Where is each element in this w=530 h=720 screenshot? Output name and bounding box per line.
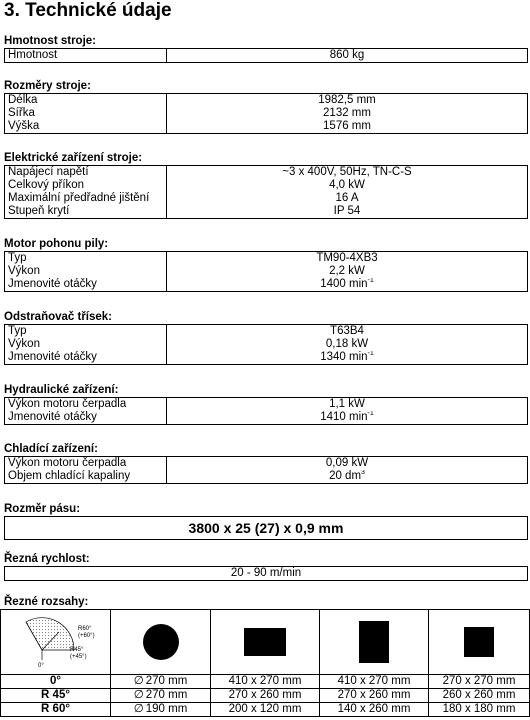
section-title: Řezné rozsahy: (4, 596, 89, 608)
spec-label: Jmenovité otáčky (5, 351, 167, 365)
table-row (5, 278, 528, 292)
spec-label: Napájecí napětí (5, 166, 167, 179)
table-row (1, 689, 530, 703)
band-size-value: 3800 x 25 (27) x 0,9 mm (4, 517, 528, 540)
spec-value: 16 A (335, 192, 359, 204)
table-row (5, 166, 528, 179)
square-stock-icon (464, 627, 494, 657)
range-value (111, 703, 211, 717)
spec-value (167, 411, 528, 425)
range-value: 200 x 120 mm (211, 703, 320, 717)
spec-label: Hmotnost (5, 49, 167, 63)
table-row (1, 610, 530, 675)
table-row (5, 470, 528, 484)
angle-label: R 45° (1, 689, 111, 703)
table-row (5, 107, 528, 120)
table-row (1, 703, 530, 717)
spec-value: TM90-4XB3 (316, 252, 378, 264)
table-row (5, 411, 528, 425)
spec-label: Jmenovité otáčky (5, 278, 167, 292)
section-machine-dimensions (4, 80, 528, 134)
diameter-icon: ∅ (133, 703, 144, 715)
spec-value: ~3 x 400V, 50Hz, TN-C-S (282, 166, 412, 178)
section-title: Řezná rychlost: (4, 553, 528, 567)
section-cooling (4, 443, 528, 484)
range-value: 270 x 260 mm (211, 689, 320, 703)
cutting-speed-value: 20 - 90 m/min (4, 567, 528, 581)
r60-label: R60° (77, 626, 91, 632)
spec-table (4, 398, 528, 425)
table-row (5, 398, 528, 411)
section-title: Hydraulické zařízení: (4, 384, 528, 398)
spec-value-text: 1400 min (320, 278, 368, 290)
range-value: 180 x 180 mm (429, 703, 530, 717)
spec-value: 4,0 kW (329, 179, 365, 191)
angle-label: R 60° (1, 703, 111, 717)
section-title: Rozměr pásu: (4, 503, 528, 517)
spec-value: T63B4 (330, 325, 364, 337)
spec-value-exponent: 3 (361, 470, 365, 477)
range-value: 410 x 270 mm (320, 675, 429, 689)
spec-label: Typ (5, 325, 167, 338)
spec-label: Celkový příkon (5, 179, 167, 192)
range-value (111, 675, 211, 689)
section-electrical (4, 152, 528, 219)
spec-value: 1,1 kW (329, 398, 365, 410)
angle-label: 0° (1, 675, 111, 689)
range-value-text: 270 mm (145, 689, 188, 701)
spec-value: 860 kg (329, 49, 365, 61)
table-row (1, 675, 530, 689)
zero-label: 0° (37, 663, 44, 669)
section-title: Hmotnost stroje: (4, 35, 528, 49)
spec-value-text: 1410 min (320, 411, 368, 423)
spec-value (167, 351, 528, 365)
table-row (5, 325, 528, 338)
spec-value-exponent: -1 (367, 278, 374, 285)
range-value: 260 x 260 mm (429, 689, 530, 703)
spec-value-exponent: -1 (367, 411, 374, 418)
range-value (111, 689, 211, 703)
spec-value-exponent: -1 (367, 351, 374, 358)
spec-label: Typ (5, 252, 167, 265)
section-title: Elektrické zařízení stroje: (4, 152, 528, 166)
section-hydraulics (4, 384, 528, 425)
spec-label: Výška (5, 120, 167, 134)
spec-label: Objem chladící kapaliny (5, 470, 167, 484)
diameter-icon: ∅ (133, 689, 144, 701)
spec-label: Maximální předřadné jištění (5, 192, 167, 205)
spec-value (167, 278, 528, 292)
cutting-ranges-table (0, 609, 530, 717)
spec-value: 0,18 kW (325, 338, 369, 350)
diameter-icon: ∅ (133, 675, 144, 687)
angle-diagram-icon (2, 610, 110, 670)
spec-value: 2132 mm (323, 107, 371, 119)
spec-label: Výkon motoru čerpadla (5, 457, 167, 470)
r60-sub-label: (+60°) (77, 633, 95, 639)
section-title: Chladící zařízení: (4, 443, 528, 457)
table-row (5, 179, 528, 192)
table-row (5, 94, 528, 107)
section-machine-weight (4, 35, 528, 63)
range-value: 410 x 270 mm (211, 675, 320, 689)
table-row (5, 49, 528, 63)
spec-label: Délka (5, 94, 167, 107)
range-value: 140 x 260 mm (320, 703, 429, 717)
table-row (5, 351, 528, 365)
section-title: Rozměry stroje: (4, 80, 528, 94)
spec-label: Stupeň krytí (5, 205, 167, 219)
section-chip-remover (4, 311, 528, 365)
table-row (5, 457, 528, 470)
spec-value-text: 20 dm (329, 470, 362, 482)
range-value: 270 x 270 mm (429, 675, 530, 689)
section-title: Odstraňovač třísek: (4, 311, 528, 325)
section-cutting-speed (4, 553, 528, 581)
flat-rectangle-icon (244, 628, 286, 656)
spec-value: 1982,5 mm (318, 94, 376, 106)
range-value: 270 x 260 mm (320, 689, 429, 703)
spec-label: Výkon motoru čerpadla (5, 398, 167, 411)
spec-table (4, 49, 528, 63)
spec-label: Jmenovité otáčky (5, 411, 167, 425)
spec-table (4, 325, 528, 365)
upright-stock-cell (320, 610, 429, 675)
square-stock-cell (429, 610, 530, 675)
range-value-text: 190 mm (145, 703, 188, 715)
section-title: Motor pohonu pily: (4, 238, 528, 252)
flat-stock-cell (211, 610, 320, 675)
table-row (5, 120, 528, 134)
round-stock-icon (143, 624, 179, 660)
round-stock-cell (111, 610, 211, 675)
upright-rectangle-icon (359, 621, 389, 663)
table-row (5, 192, 528, 205)
spec-value-text: 1340 min (320, 351, 368, 363)
table-row (5, 205, 528, 219)
spec-table (4, 457, 528, 484)
angle-diagram-cell (1, 610, 111, 675)
section-saw-motor (4, 238, 528, 292)
spec-value: 2,2 kW (329, 265, 365, 277)
r45-label: R45° (69, 647, 83, 653)
section-band-size (4, 503, 528, 540)
spec-value: 1576 mm (323, 120, 371, 132)
spec-label: Výkon (5, 338, 167, 351)
spec-table (4, 94, 528, 134)
spec-value (167, 470, 528, 484)
spec-value: IP 54 (333, 205, 361, 217)
r45-sub-label: (+45°) (69, 654, 87, 660)
spec-table (4, 166, 528, 219)
page-title: 3. Technické údaje (4, 0, 172, 21)
spec-value: 0,09 kW (325, 457, 369, 469)
table-row (5, 252, 528, 265)
range-value-text: 270 mm (145, 675, 188, 687)
table-row (5, 265, 528, 278)
spec-table (4, 252, 528, 292)
spec-label: Šířka (5, 107, 167, 120)
table-row (5, 338, 528, 351)
section-cutting-ranges-title (4, 596, 528, 609)
spec-label: Výkon (5, 265, 167, 278)
